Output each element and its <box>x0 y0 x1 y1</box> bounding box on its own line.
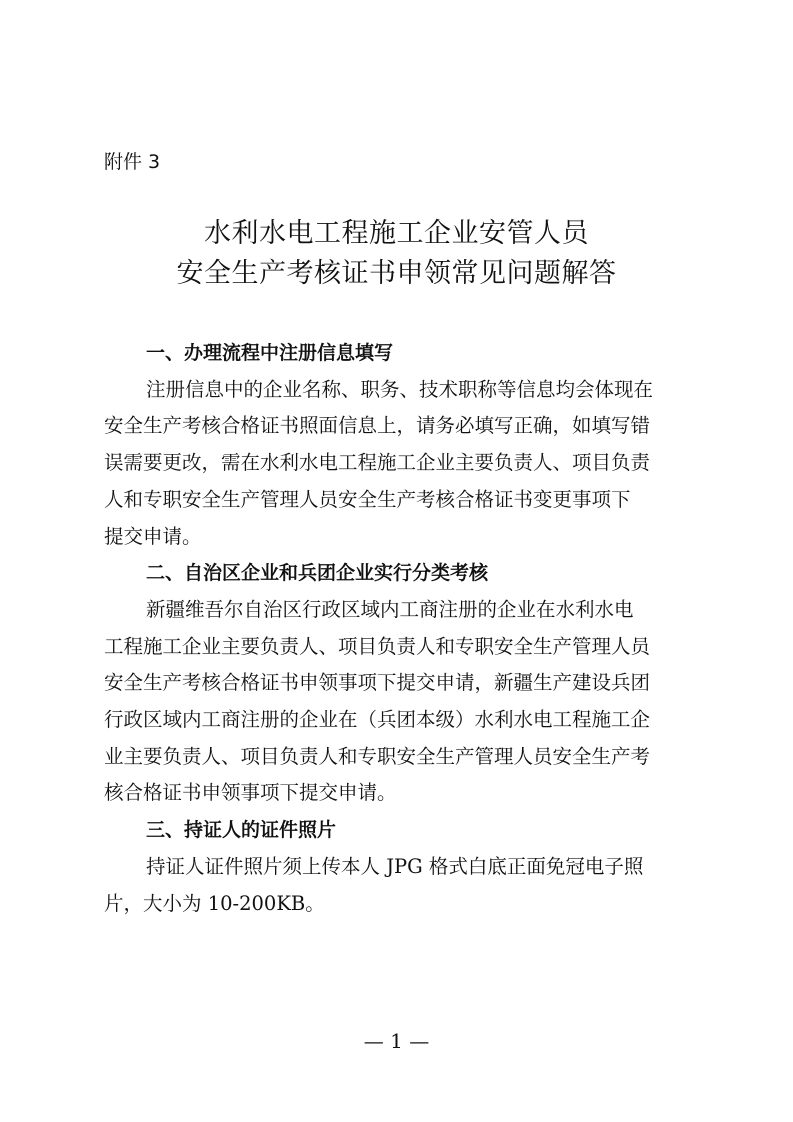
document-title <box>0 214 793 294</box>
paragraph-line: 安全生产考核合格证书照面信息上，请务必填写正确，如填写错 <box>104 414 651 438</box>
paragraph-line: 工程施工企业主要负责人、项目负责人和专职安全生产管理人员 <box>104 634 651 658</box>
title-line-1: 水利水电工程施工企业安管人员 <box>204 218 589 249</box>
paragraph-line: 人和专职安全生产管理人员安全生产考核合格证书变更事项下 <box>104 487 631 511</box>
page-number: — 1 — <box>363 1029 430 1053</box>
paragraph-line: 安全生产考核合格证书申领事项下提交申请，新疆生产建设兵团 <box>104 671 651 695</box>
document-body <box>104 335 692 922</box>
paragraph-line: 误需要更改，需在水利水电工程施工企业主要负责人、项目负责 <box>104 451 651 475</box>
paragraph-line: 提交申请。 <box>104 524 202 548</box>
paragraph-line: 核合格证书申领事项下提交申请。 <box>104 781 397 805</box>
paragraph-line: 片，大小为 10-200KB。 <box>104 891 325 915</box>
paragraph-line: 行政区域内工商注册的企业在（兵团本级）水利水电工程施工企 <box>104 708 651 732</box>
section-paragraph-1 <box>104 372 692 556</box>
section-paragraph-3 <box>104 849 692 922</box>
section-paragraph-2 <box>104 592 692 812</box>
paragraph-line: 新疆维吾尔自治区行政区域内工商注册的企业在水利水电 <box>146 597 634 621</box>
attachment-label: 附件 3 <box>104 151 161 173</box>
section-heading-2: 二、自治区企业和兵团企业实行分类考核 <box>146 562 489 585</box>
paragraph-line: 注册信息中的企业名称、职务、技术职称等信息均会体现在 <box>146 377 654 401</box>
title-line-2: 安全生产考核证书申领常见问题解答 <box>176 258 617 289</box>
paragraph-line: 持证人证件照片须上传本人 JPG 格式白底正面免冠电子照 <box>146 854 644 878</box>
section-heading-1: 一、办理流程中注册信息填写 <box>146 342 394 364</box>
section-heading-3: 三、持证人的证件照片 <box>146 819 337 842</box>
paragraph-line: 业主要负责人、项目负责人和专职安全生产管理人员安全生产考 <box>104 744 651 768</box>
